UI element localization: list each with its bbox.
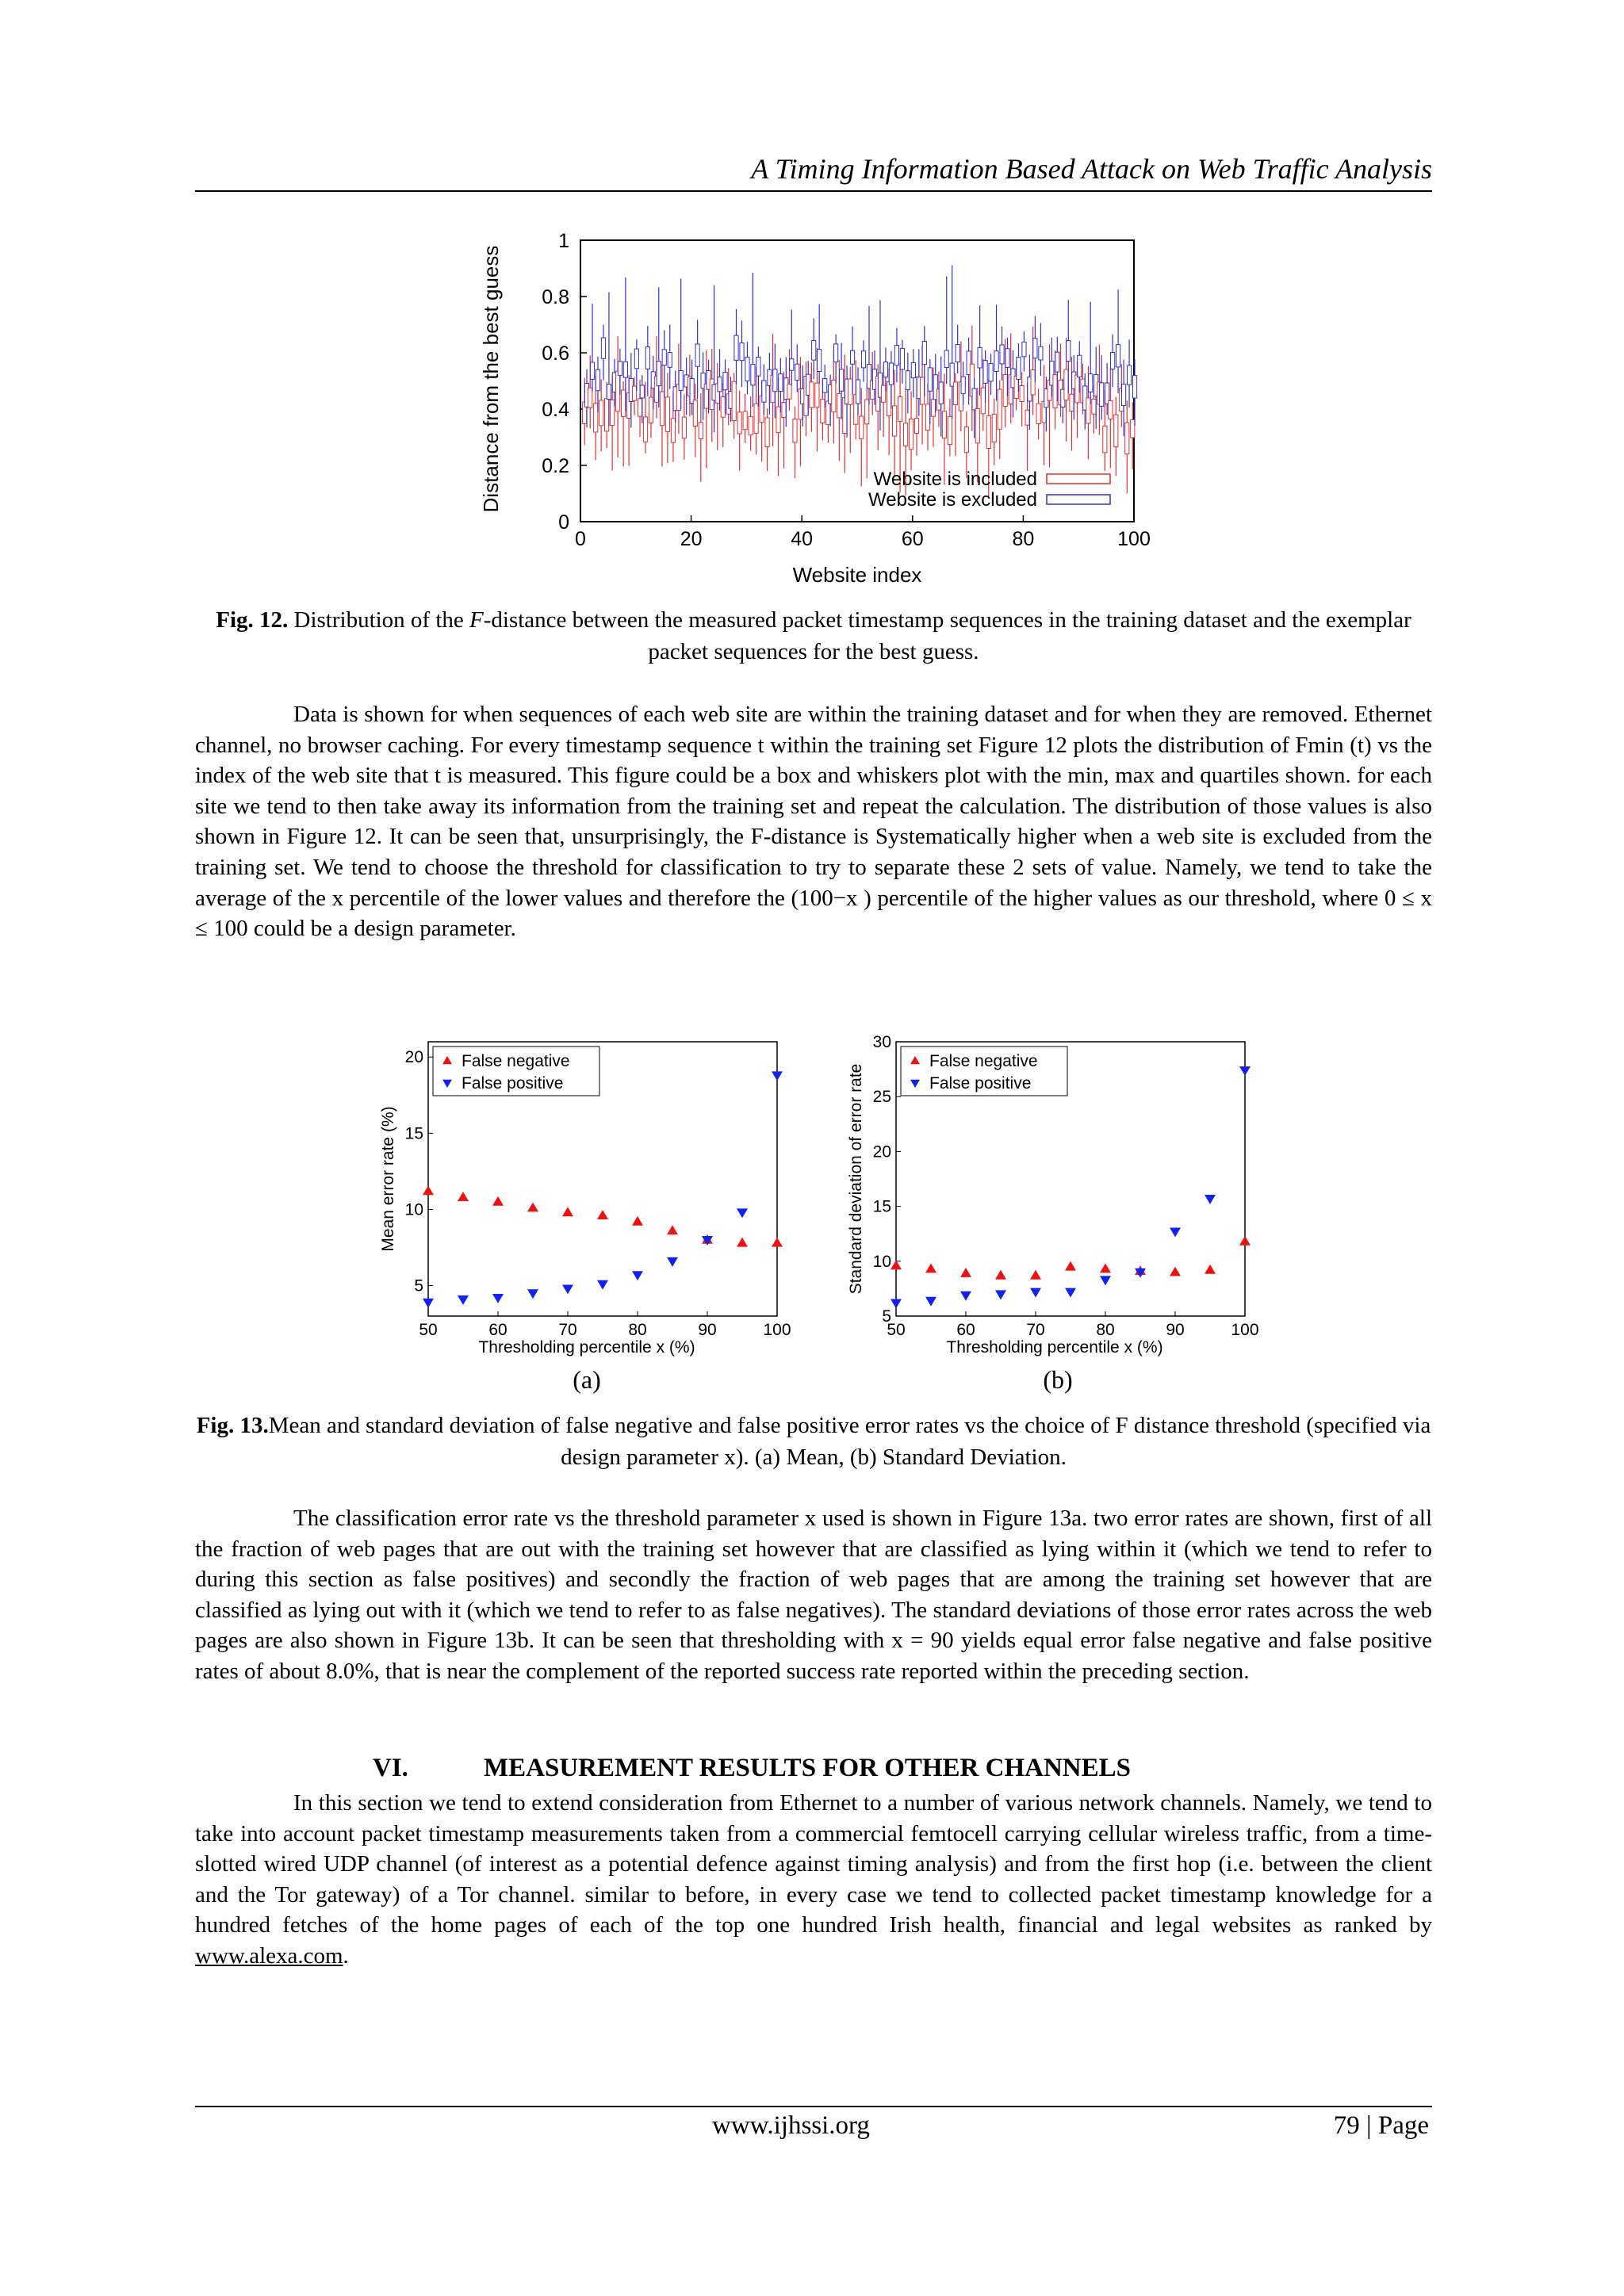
fig12-box-excluded bbox=[894, 345, 898, 365]
fig13b-ytick-label: 10 bbox=[872, 1252, 891, 1271]
figure-13b-scatter bbox=[841, 1031, 1261, 1364]
figure-12-caption-post: -distance between the measured packet timestamp sequences in the training dataset and the exemplar packet sequences for the best guess. bbox=[483, 607, 1411, 664]
fig13b-ylabel: Standard deviation of error rate bbox=[847, 1063, 865, 1295]
fig13a-point-false-positive bbox=[527, 1289, 538, 1299]
fig12-box-excluded bbox=[978, 347, 982, 368]
fig12-box-included bbox=[1025, 410, 1029, 425]
fig13a-point-false-positive bbox=[492, 1294, 504, 1303]
fig12-box-included bbox=[909, 419, 913, 449]
fig13a-point-false-negative bbox=[458, 1192, 469, 1201]
fig13a-point-false-negative bbox=[562, 1207, 573, 1216]
fig13b-point-false-positive bbox=[891, 1299, 902, 1308]
fig13b-point-false-positive bbox=[995, 1290, 1006, 1299]
fig12-box-included bbox=[1036, 404, 1040, 423]
fig12-box-included bbox=[665, 397, 669, 432]
fig13a-point-false-negative bbox=[772, 1238, 783, 1247]
fig12-box-included bbox=[743, 411, 747, 430]
fig12-box-excluded bbox=[823, 379, 827, 393]
fig12-box-included bbox=[594, 404, 598, 432]
fig12-box-excluded bbox=[922, 342, 926, 365]
fig13b-xtick-label: 50 bbox=[887, 1321, 906, 1339]
fig12-box-excluded bbox=[850, 350, 854, 364]
fig13b-point-false-positive bbox=[1170, 1228, 1181, 1238]
fig12-box-excluded bbox=[883, 362, 887, 377]
fig13b-point-false-positive bbox=[925, 1297, 936, 1307]
fig12-box-excluded bbox=[718, 377, 722, 391]
fig13a-point-false-positive bbox=[632, 1271, 643, 1280]
fig13b-ytick-label: 20 bbox=[872, 1142, 891, 1161]
fig13b-point-false-negative bbox=[960, 1268, 971, 1277]
fig13b-point-false-positive bbox=[1065, 1288, 1076, 1298]
fig12-box-included bbox=[660, 392, 664, 426]
fig13a-point-false-negative bbox=[423, 1185, 434, 1195]
fig12-box-excluded bbox=[690, 379, 694, 404]
fig12-box-excluded bbox=[596, 369, 599, 391]
fig13a-ytick-label: 20 bbox=[404, 1048, 423, 1067]
fig12-box-included bbox=[848, 379, 852, 404]
fig12-legend-label: Website is excluded bbox=[868, 489, 1037, 511]
footer-site: www.ijhssi.org bbox=[712, 2111, 870, 2140]
fig12-box-excluded bbox=[856, 380, 860, 404]
fig12-box-included bbox=[1003, 375, 1007, 407]
fig12-box-included bbox=[865, 400, 869, 424]
fig12-box-included bbox=[649, 397, 653, 423]
fig12-box-included bbox=[898, 397, 902, 422]
fig13b-point-false-positive bbox=[1030, 1288, 1041, 1298]
fig12-box-excluded bbox=[939, 382, 943, 404]
fig12-box-excluded bbox=[812, 341, 816, 361]
fig13b-point-false-negative bbox=[1205, 1265, 1216, 1274]
fig13b-ytick-label: 30 bbox=[872, 1033, 891, 1051]
fig12-box-included bbox=[1031, 370, 1035, 395]
fig12-ytick-label: 0 bbox=[558, 511, 569, 534]
fig13a-point-false-negative bbox=[667, 1225, 678, 1234]
fig12-box-included bbox=[632, 386, 636, 400]
fig12-box-excluded bbox=[634, 349, 638, 369]
fig12-box-included bbox=[1070, 394, 1074, 411]
figure-13a-sublabel: (a) bbox=[573, 1365, 601, 1394]
fig12-box-excluded bbox=[1000, 345, 1004, 364]
fig12-xtick-label: 20 bbox=[680, 528, 703, 550]
fig12-box-included bbox=[1125, 423, 1129, 453]
fig12-box-excluded bbox=[889, 363, 893, 385]
fig13a-xtick-label: 80 bbox=[628, 1321, 647, 1339]
paragraph-fig12-discussion: Data is shown for when sequences of each web site are within the training dataset and for when they are removed. Ethernet channel, no browser caching. For every timestamp sequence t within the training set Figure 12 plots the distribution of Fmin (t) vs the index of the web site that t is measured. This figure could be a box and whiskers plot with the min, max and quartiles shown. for each site we tend to then take away its information from the training set and repeat the calculation. The distribution of those values is also shown in Figure 12. It can be seen that, unsurprisingly, the F-distance is Systematically higher when a web site is excluded from the training set. We tend to choose the threshold for classification to try to separate these 2 sets of value. Namely, we tend to take the average of the x percentile of the lower values and therefore the (100−x ) percentile of the higher values as our threshold, where 0 ≤ x ≤ 100 could be a design parameter. bbox=[195, 702, 1432, 942]
fig12-xtick-label: 100 bbox=[1117, 528, 1151, 550]
fig13a-point-false-negative bbox=[527, 1203, 538, 1212]
fig12-box-excluded bbox=[900, 349, 904, 369]
fig13b-point-false-positive bbox=[1239, 1066, 1251, 1076]
fig12-box-included bbox=[986, 416, 990, 449]
fig12-box-excluded bbox=[983, 361, 987, 384]
fig12-box-included bbox=[793, 419, 797, 442]
fig12-box-excluded bbox=[1100, 383, 1104, 406]
fig12-box-excluded bbox=[668, 353, 672, 368]
fig12-box-included bbox=[1103, 426, 1107, 453]
fig12-box-included bbox=[815, 383, 819, 408]
fig12-box-included bbox=[693, 400, 697, 427]
fig12-legend-swatch bbox=[1047, 474, 1110, 484]
section-heading bbox=[373, 1754, 1131, 1783]
fig13b-ytick-label: 5 bbox=[882, 1307, 891, 1326]
fig12-box-excluded bbox=[745, 358, 749, 381]
fig13a-xlabel: Thresholding percentile x (%) bbox=[478, 1338, 695, 1357]
fig13b-point-false-positive bbox=[1205, 1195, 1216, 1204]
fig12-box-included bbox=[1053, 375, 1057, 408]
fig12-box-included bbox=[1114, 415, 1118, 447]
fig12-box-included bbox=[671, 419, 675, 442]
fig12-box-included bbox=[1109, 401, 1113, 419]
fig12-ytick-label: 0.8 bbox=[542, 286, 569, 308]
fig13b-point-false-negative bbox=[925, 1263, 936, 1272]
fig12-legend-label: Website is included bbox=[873, 469, 1037, 490]
fig12-ytick-label: 0.4 bbox=[542, 399, 569, 421]
fig12-ytick-label: 0.2 bbox=[542, 455, 569, 477]
fig13a-ylabel: Mean error rate (%) bbox=[379, 1106, 397, 1252]
fig13a-legend-label: False positive bbox=[462, 1074, 564, 1093]
fig12-box-excluded bbox=[1127, 365, 1131, 385]
fig13a-xtick-label: 50 bbox=[419, 1321, 438, 1339]
fig13a-point-false-positive bbox=[423, 1299, 434, 1308]
fig12-box-included bbox=[1075, 375, 1079, 403]
fig12-ytick-label: 1 bbox=[558, 230, 569, 252]
fig13b-point-false-negative bbox=[1030, 1270, 1041, 1280]
fig12-box-included bbox=[621, 390, 625, 416]
fig13b-point-false-positive bbox=[960, 1292, 971, 1301]
fig12-box-included bbox=[776, 407, 780, 433]
fig12-box-included bbox=[732, 381, 736, 420]
fig12-box-included bbox=[920, 377, 924, 404]
fig12-box-excluded bbox=[944, 350, 948, 368]
fig12-box-included bbox=[953, 382, 957, 404]
fig12-box-included bbox=[1092, 399, 1096, 414]
fig12-xtick-label: 80 bbox=[1012, 528, 1035, 550]
fig12-box-excluded bbox=[618, 362, 622, 376]
fig12-box-excluded bbox=[818, 350, 822, 372]
fig12-box-excluded bbox=[1078, 355, 1082, 377]
fig13b-xtick-label: 80 bbox=[1096, 1321, 1115, 1339]
figure-12-label: Fig. 12. bbox=[216, 607, 289, 633]
fig12-box-included bbox=[903, 423, 907, 446]
fig12-box-excluded bbox=[961, 377, 965, 393]
fig12-box-included bbox=[887, 381, 891, 415]
fig12-box-included bbox=[975, 408, 979, 442]
fig12-box-included bbox=[682, 417, 686, 438]
fig12-box-included bbox=[1131, 419, 1135, 437]
fig12-box-included bbox=[605, 399, 609, 431]
fig12-box-included bbox=[925, 404, 929, 430]
fig12-box-excluded bbox=[1067, 341, 1071, 362]
fig13a-ytick-label: 15 bbox=[404, 1124, 423, 1143]
fig12-box-excluded bbox=[790, 359, 794, 370]
fig12-box-excluded bbox=[834, 344, 838, 362]
fig12-box-excluded bbox=[679, 371, 683, 391]
fig12-box-excluded bbox=[740, 343, 744, 361]
fig12-ylabel: Distance from the best guess bbox=[479, 245, 503, 513]
footer-rule bbox=[195, 2106, 1432, 2107]
fig12-box-excluded bbox=[795, 364, 799, 380]
section-number: VI. bbox=[373, 1754, 408, 1782]
fig13a-point-false-negative bbox=[597, 1210, 608, 1219]
fig12-box-excluded bbox=[906, 371, 910, 390]
fig13a-xtick-label: 90 bbox=[698, 1321, 717, 1339]
footer-page-number: 79 | Page bbox=[1333, 2111, 1429, 2140]
fig13a-xtick-label: 100 bbox=[763, 1321, 791, 1339]
fig12-box-included bbox=[787, 385, 791, 400]
fig13b-point-false-positive bbox=[1100, 1276, 1111, 1285]
fig12-box-included bbox=[942, 411, 946, 438]
fig13a-legend-label: False negative bbox=[462, 1052, 570, 1070]
fig13b-xtick-label: 60 bbox=[956, 1321, 975, 1339]
figure-12-boxplot bbox=[476, 228, 1158, 593]
fig12-box-included bbox=[981, 388, 985, 414]
fig12-box-included bbox=[1020, 386, 1024, 402]
fig12-box-included bbox=[782, 403, 786, 418]
figure-13a-scatter bbox=[373, 1031, 793, 1364]
figure-12-caption bbox=[195, 604, 1432, 668]
fig13b-xlabel: Thresholding percentile x (%) bbox=[946, 1338, 1163, 1357]
fig12-box-excluded bbox=[601, 338, 605, 358]
fig13b-point-false-negative bbox=[1170, 1267, 1181, 1276]
fig12-box-included bbox=[616, 371, 620, 411]
fig12-xlabel: Website index bbox=[792, 563, 922, 587]
fig13b-point-false-negative bbox=[995, 1270, 1006, 1280]
fig12-box-excluded bbox=[1033, 339, 1037, 358]
fig13b-point-false-negative bbox=[1065, 1261, 1076, 1271]
fig12-box-included bbox=[1086, 398, 1090, 423]
fig12-box-included bbox=[837, 393, 841, 417]
section-title: MEASUREMENT RESULTS FOR OTHER CHANNELS bbox=[484, 1754, 1132, 1782]
fig13b-xtick-label: 70 bbox=[1026, 1321, 1045, 1339]
fig12-xtick-label: 60 bbox=[901, 528, 924, 550]
fig13b-point-false-negative bbox=[1100, 1263, 1111, 1272]
fig12-box-excluded bbox=[1005, 349, 1009, 368]
fig13a-xtick-label: 60 bbox=[488, 1321, 508, 1339]
section-tail: . bbox=[343, 1942, 349, 1969]
fig12-box-included bbox=[765, 418, 769, 447]
fig12-box-excluded bbox=[1039, 346, 1043, 360]
fig13b-legend-label: False negative bbox=[929, 1052, 1038, 1070]
fig12-box-included bbox=[826, 401, 830, 424]
fig12-ytick-label: 0.6 bbox=[542, 342, 569, 365]
fig12-box-included bbox=[737, 412, 741, 434]
fig12-boxes bbox=[583, 265, 1137, 496]
fig12-box-included bbox=[699, 423, 703, 439]
fig12-box-excluded bbox=[773, 369, 777, 392]
fig12-box-excluded bbox=[956, 345, 959, 362]
fig12-box-excluded bbox=[695, 344, 699, 366]
fig12-box-excluded bbox=[756, 357, 760, 376]
fig12-box-included bbox=[832, 380, 836, 411]
fig12-box-excluded bbox=[1116, 345, 1120, 367]
fig12-box-excluded bbox=[623, 362, 627, 377]
fig13b-point-false-negative bbox=[1239, 1236, 1251, 1246]
fig12-box-included bbox=[588, 388, 592, 408]
fig12-box-excluded bbox=[989, 364, 993, 381]
paragraph-fig13-discussion: The classification error rate vs the threshold parameter x used is shown in Figure 13a. two error rates are shown, first of all the fraction of web pages that are out with the training set however that are classified as lying within it (which we tend to refer to during this section as false positives) and secondly the fraction of web pages that are among the training set however that are classified as lying out with it (which we tend to refer to as false negatives). The standard deviations of those error rates across the web pages are also shown in Figure 13b. It can be seen that thresholding with x = 90 yields equal error false negative and false positive rates of about 8.0%, that is near the complement of the reported success rate reported within the preceding section. bbox=[195, 1506, 1432, 1684]
fig12-box-excluded bbox=[1121, 384, 1125, 405]
fig12-box-excluded bbox=[1132, 376, 1136, 398]
fig12-box-included bbox=[860, 416, 864, 438]
fig12-xtick-label: 0 bbox=[575, 528, 586, 550]
fig12-box-included bbox=[638, 399, 642, 416]
fig13b-xtick-label: 90 bbox=[1166, 1321, 1185, 1339]
fig12-box-excluded bbox=[1022, 342, 1026, 356]
fig12-box-included bbox=[931, 399, 935, 416]
fig13a-ytick-label: 10 bbox=[404, 1200, 423, 1219]
figure-13b-sublabel: (b) bbox=[1043, 1365, 1073, 1394]
fig12-box-excluded bbox=[972, 388, 976, 410]
figure-13-label: Fig. 13. bbox=[196, 1413, 269, 1438]
fig12-box-excluded bbox=[607, 385, 611, 400]
fig12-box-excluded bbox=[911, 362, 915, 377]
fig12-box-excluded bbox=[590, 362, 594, 379]
fig12-box-excluded bbox=[779, 374, 783, 392]
figure-13-caption bbox=[195, 1410, 1432, 1473]
fig12-box-excluded bbox=[640, 385, 644, 398]
paragraph-section-vi bbox=[195, 1788, 1432, 1972]
fig12-box-excluded bbox=[762, 381, 766, 402]
figure-12-caption-pre: Distribution of the bbox=[288, 607, 470, 633]
fig13a-point-false-positive bbox=[562, 1285, 573, 1295]
fig12-box-included bbox=[1064, 369, 1068, 400]
fig12-box-included bbox=[948, 416, 952, 444]
fig12-box-excluded bbox=[861, 351, 865, 368]
fig13a-point-false-positive bbox=[667, 1257, 678, 1267]
fig12-box-included bbox=[964, 427, 968, 453]
fig13b-ytick-label: 15 bbox=[872, 1197, 891, 1216]
fig13a-point-false-negative bbox=[632, 1216, 643, 1226]
fig13a-xtick-label: 70 bbox=[558, 1321, 577, 1339]
fig12-box-included bbox=[882, 385, 886, 402]
section-body: In this section we tend to extend consideration from Ethernet to a number of various network channels. Namely, we tend to take into account packet timestamp measurements taken from a commercial femtocell carrying cellular wireless traffic, from a time-slotted wired UDP channel (of interest as a potential defence against timing analysis) and from the first hop (i.e. between the client and the Tor gateway) of a Tor channel. similar to before, in every case we tend to collected packet timestamp knowledge for a hundred fetches of the home pages of each of the top one hundred Irish health, financial and legal websites as ranked by bbox=[195, 1790, 1432, 1938]
running-header: A Timing Information Based Attack on Web Traffic Analysis bbox=[751, 153, 1432, 185]
fig12-box-excluded bbox=[1111, 352, 1115, 369]
fig12-box-included bbox=[821, 400, 825, 423]
fig12-box-included bbox=[810, 382, 814, 408]
fig13b-ytick-label: 25 bbox=[872, 1088, 891, 1107]
fig12-box-excluded bbox=[734, 335, 738, 360]
figure-12-caption-em: F bbox=[469, 607, 484, 633]
fig12-box-excluded bbox=[994, 351, 998, 372]
fig13a-point-false-negative bbox=[492, 1196, 504, 1206]
header-rule bbox=[195, 190, 1432, 192]
fig12-box-included bbox=[992, 414, 996, 442]
fig13a-point-false-positive bbox=[737, 1208, 748, 1218]
fig13b-xtick-label: 100 bbox=[1231, 1321, 1259, 1339]
fig12-box-excluded bbox=[751, 365, 755, 385]
fig12-box-included bbox=[611, 400, 615, 425]
fig13a-point-false-positive bbox=[772, 1071, 783, 1081]
fig12-box-excluded bbox=[723, 372, 727, 389]
fig12-box-included bbox=[893, 406, 897, 436]
fig13a-point-false-positive bbox=[458, 1295, 469, 1305]
fig12-box-excluded bbox=[1089, 374, 1093, 392]
fig12-box-excluded bbox=[645, 347, 649, 369]
fig12-box-excluded bbox=[928, 368, 932, 391]
fig12-box-included bbox=[754, 404, 758, 433]
fig12-xtick-label: 40 bbox=[791, 528, 814, 550]
fig12-box-included bbox=[643, 417, 647, 442]
fig13b-legend-label: False positive bbox=[929, 1074, 1032, 1093]
fig12-box-excluded bbox=[840, 369, 844, 391]
fig12-box-included bbox=[998, 389, 1002, 429]
figure-13-caption-text: Mean and standard deviation of false negative and false positive error rates vs the choice of F distance threshold (specified via design parameter x). (a) Mean, (b) Standard Deviation. bbox=[268, 1413, 1431, 1470]
fig13a-ytick-label: 5 bbox=[414, 1276, 423, 1295]
alexa-link[interactable]: www.alexa.com bbox=[195, 1942, 343, 1969]
fig13a-point-false-negative bbox=[737, 1238, 748, 1247]
fig12-legend bbox=[868, 469, 1110, 511]
fig12-box-included bbox=[749, 416, 753, 434]
fig12-box-excluded bbox=[1055, 352, 1059, 372]
fig12-box-included bbox=[721, 397, 725, 418]
fig13a-point-false-positive bbox=[597, 1280, 608, 1290]
fig12-box-excluded bbox=[657, 362, 661, 386]
fig12-box-included bbox=[599, 400, 603, 426]
fig12-box-included bbox=[914, 419, 918, 434]
fig12-legend-swatch bbox=[1047, 495, 1110, 504]
fig13a-point-false-positive bbox=[702, 1236, 713, 1246]
fig12-box-excluded bbox=[662, 350, 666, 365]
fig12-box-excluded bbox=[1017, 357, 1021, 379]
